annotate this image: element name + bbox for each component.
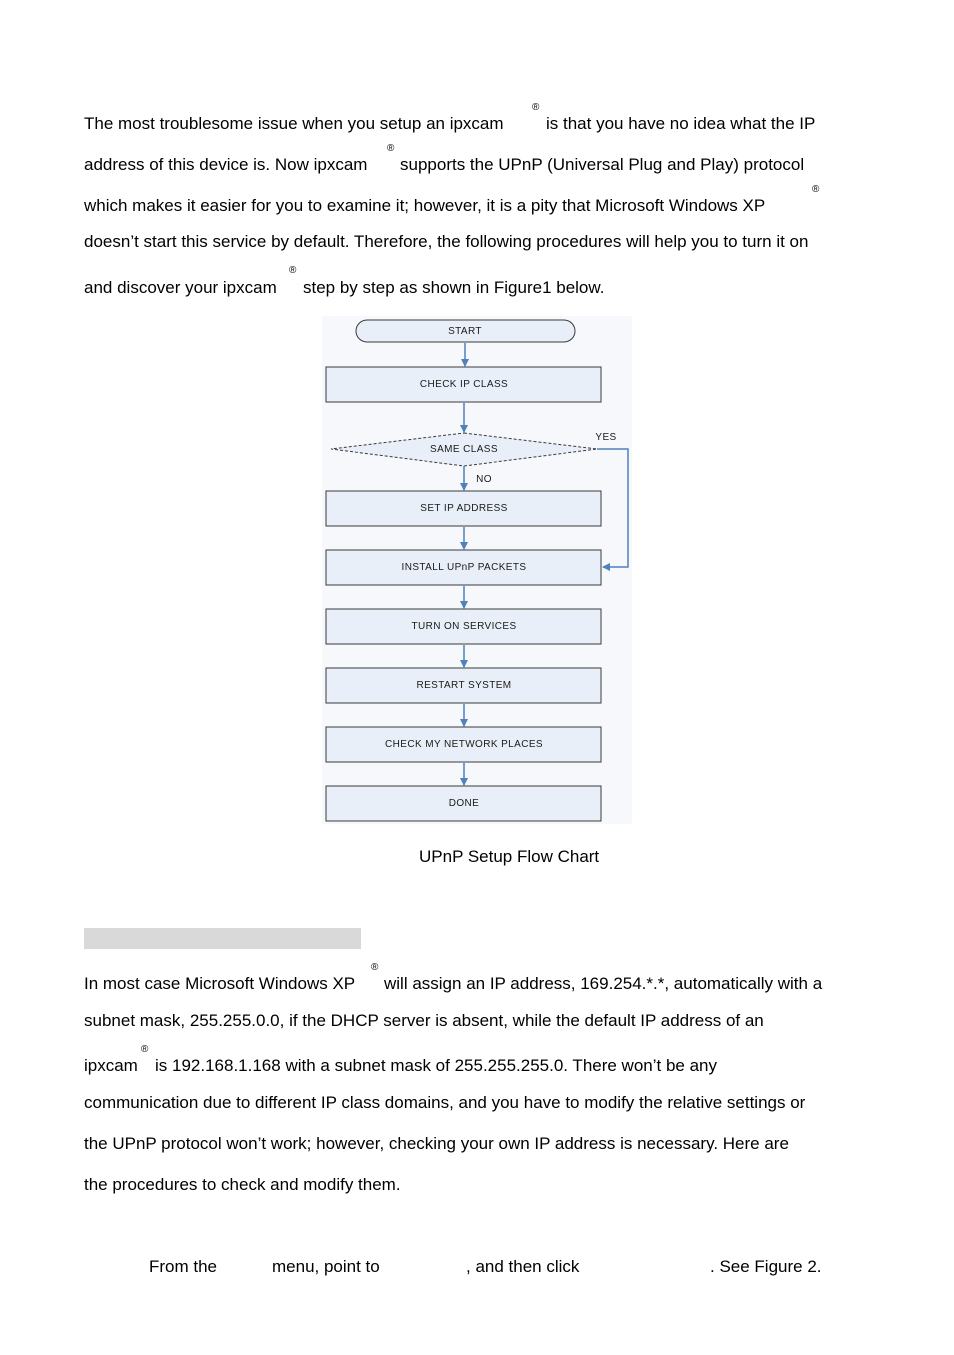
body-line-4: communication due to different IP class domains, and you have to modify the relative settings or [84,1093,806,1112]
registered-mark: ® [532,102,540,113]
intro-line-2b: supports the UPnP (Universal Plug and Play) protocol [400,155,805,174]
body-line-6: the procedures to check and modify them. [84,1175,401,1194]
no-label: NO [476,474,492,485]
intro-line-4: doesn’t start this service by default. Therefore, the following procedures will help you to turn it on [84,232,809,251]
section-heading-bar [84,928,361,949]
set-ip-address-label: SET IP ADDRESS [420,503,508,514]
step-text-figure: . See Figure 2. [710,1257,822,1276]
body-line-3b: is 192.168.1.168 with a subnet mask of 255.255.255.0. There won’t be any [155,1056,718,1075]
restart-system-label: RESTART SYSTEM [416,680,512,691]
body-line-1b: will assign an IP address, 169.254.*.*, automatically with a [384,974,823,993]
intro-line-5: and discover your ipxcam [84,278,277,297]
upnp-flowchart [322,316,632,824]
same-class-label: SAME CLASS [430,444,498,455]
yes-label: YES [595,432,617,443]
intro-line-1b: is that you have no idea what the IP [546,114,816,133]
registered-mark: ® [289,265,297,276]
intro-line-5b: step by step as shown in Figure1 below. [303,278,605,297]
registered-mark: ® [812,184,820,195]
check-ip-class-label: CHECK IP CLASS [419,379,509,390]
check-network-places-label: CHECK MY NETWORK PLACES [385,739,543,750]
done-label: DONE [448,798,480,809]
intro-line-3: which makes it easier for you to examine it; however, it is a pity that Microsoft Windows XP [84,196,766,215]
registered-mark: ® [387,143,395,154]
intro-line-2: address of this device is. Now ipxcam [84,155,368,174]
body-line-1: In most case Microsoft Windows XP [84,974,356,993]
body-line-2: subnet mask, 255.255.0.0, if the DHCP server is absent, while the default IP address of an [84,1011,764,1030]
registered-mark: ® [371,962,379,973]
turn-on-services-label: TURN ON SERVICES [411,621,517,632]
body-line-3: ipxcam [84,1056,138,1075]
step-text-from: From the [149,1257,218,1276]
step-text-click: , and then click [466,1257,580,1276]
registered-mark: ® [141,1044,149,1055]
intro-line-1: The most troublesome issue when you setup an ipxcam [84,114,504,133]
start-label: START [448,326,482,337]
figure-caption: UPnP Setup Flow Chart [419,847,600,866]
install-upnp-label: INSTALL UPnP PACKETS [401,562,527,573]
body-line-5: the UPnP protocol won’t work; however, checking your own IP address is necessary. Here are [84,1134,789,1153]
step-text-menu: menu, point to [272,1257,380,1276]
